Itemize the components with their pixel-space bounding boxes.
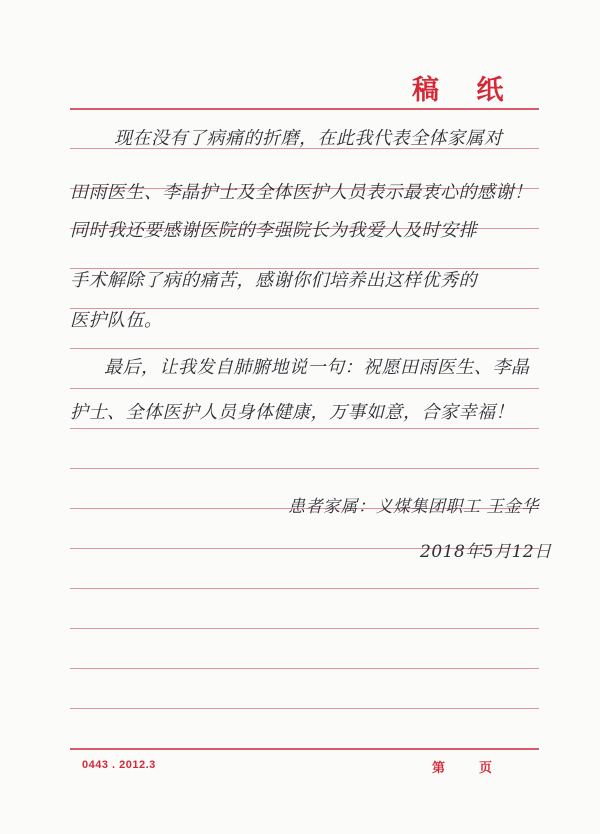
page-label-second: 页: [479, 761, 493, 776]
letter-date: 2018年5月12日: [420, 542, 552, 562]
letter-line-5: 医护队伍。: [70, 310, 163, 331]
letter-line-6: 最后，让我发自肺腑地说一句：祝愿田雨医生、李晶: [104, 357, 530, 378]
ruled-line: [70, 388, 539, 389]
ruled-line: [70, 588, 539, 589]
ruled-line: [70, 748, 539, 750]
paper-title: 稿 纸: [412, 75, 518, 106]
letter-line-1: 现在没有了病痛的折磨，在此我代表全体家属对: [114, 128, 503, 149]
letter-line-2: 田雨医生、李晶护士及全体医护人员表示最衷心的感谢！: [70, 182, 533, 203]
ruled-line: [70, 108, 539, 110]
page-number-label: [432, 757, 492, 776]
letter-line-7: 护士、全体医护人员身体健康，万事如意，合家幸福！: [70, 402, 514, 423]
ruled-line: [70, 628, 539, 629]
ruled-area: [70, 108, 539, 750]
paper-code: 0443 . 2012.3: [82, 759, 156, 771]
page-label-first: 第: [432, 761, 446, 776]
ruled-line: [70, 708, 539, 709]
ruled-line: [70, 428, 539, 429]
ruled-line: [70, 348, 539, 349]
ruled-line: [70, 668, 539, 669]
letter-line-4: 手术解除了病的痛苦，感谢你们培养出这样优秀的: [70, 270, 477, 291]
ruled-line: [70, 468, 539, 469]
letter-line-3: 同时我还要感谢医院的李强院长为我爱人及时安排: [70, 220, 477, 241]
signature: 患者家属：义煤集团职工 王金华: [288, 497, 539, 517]
